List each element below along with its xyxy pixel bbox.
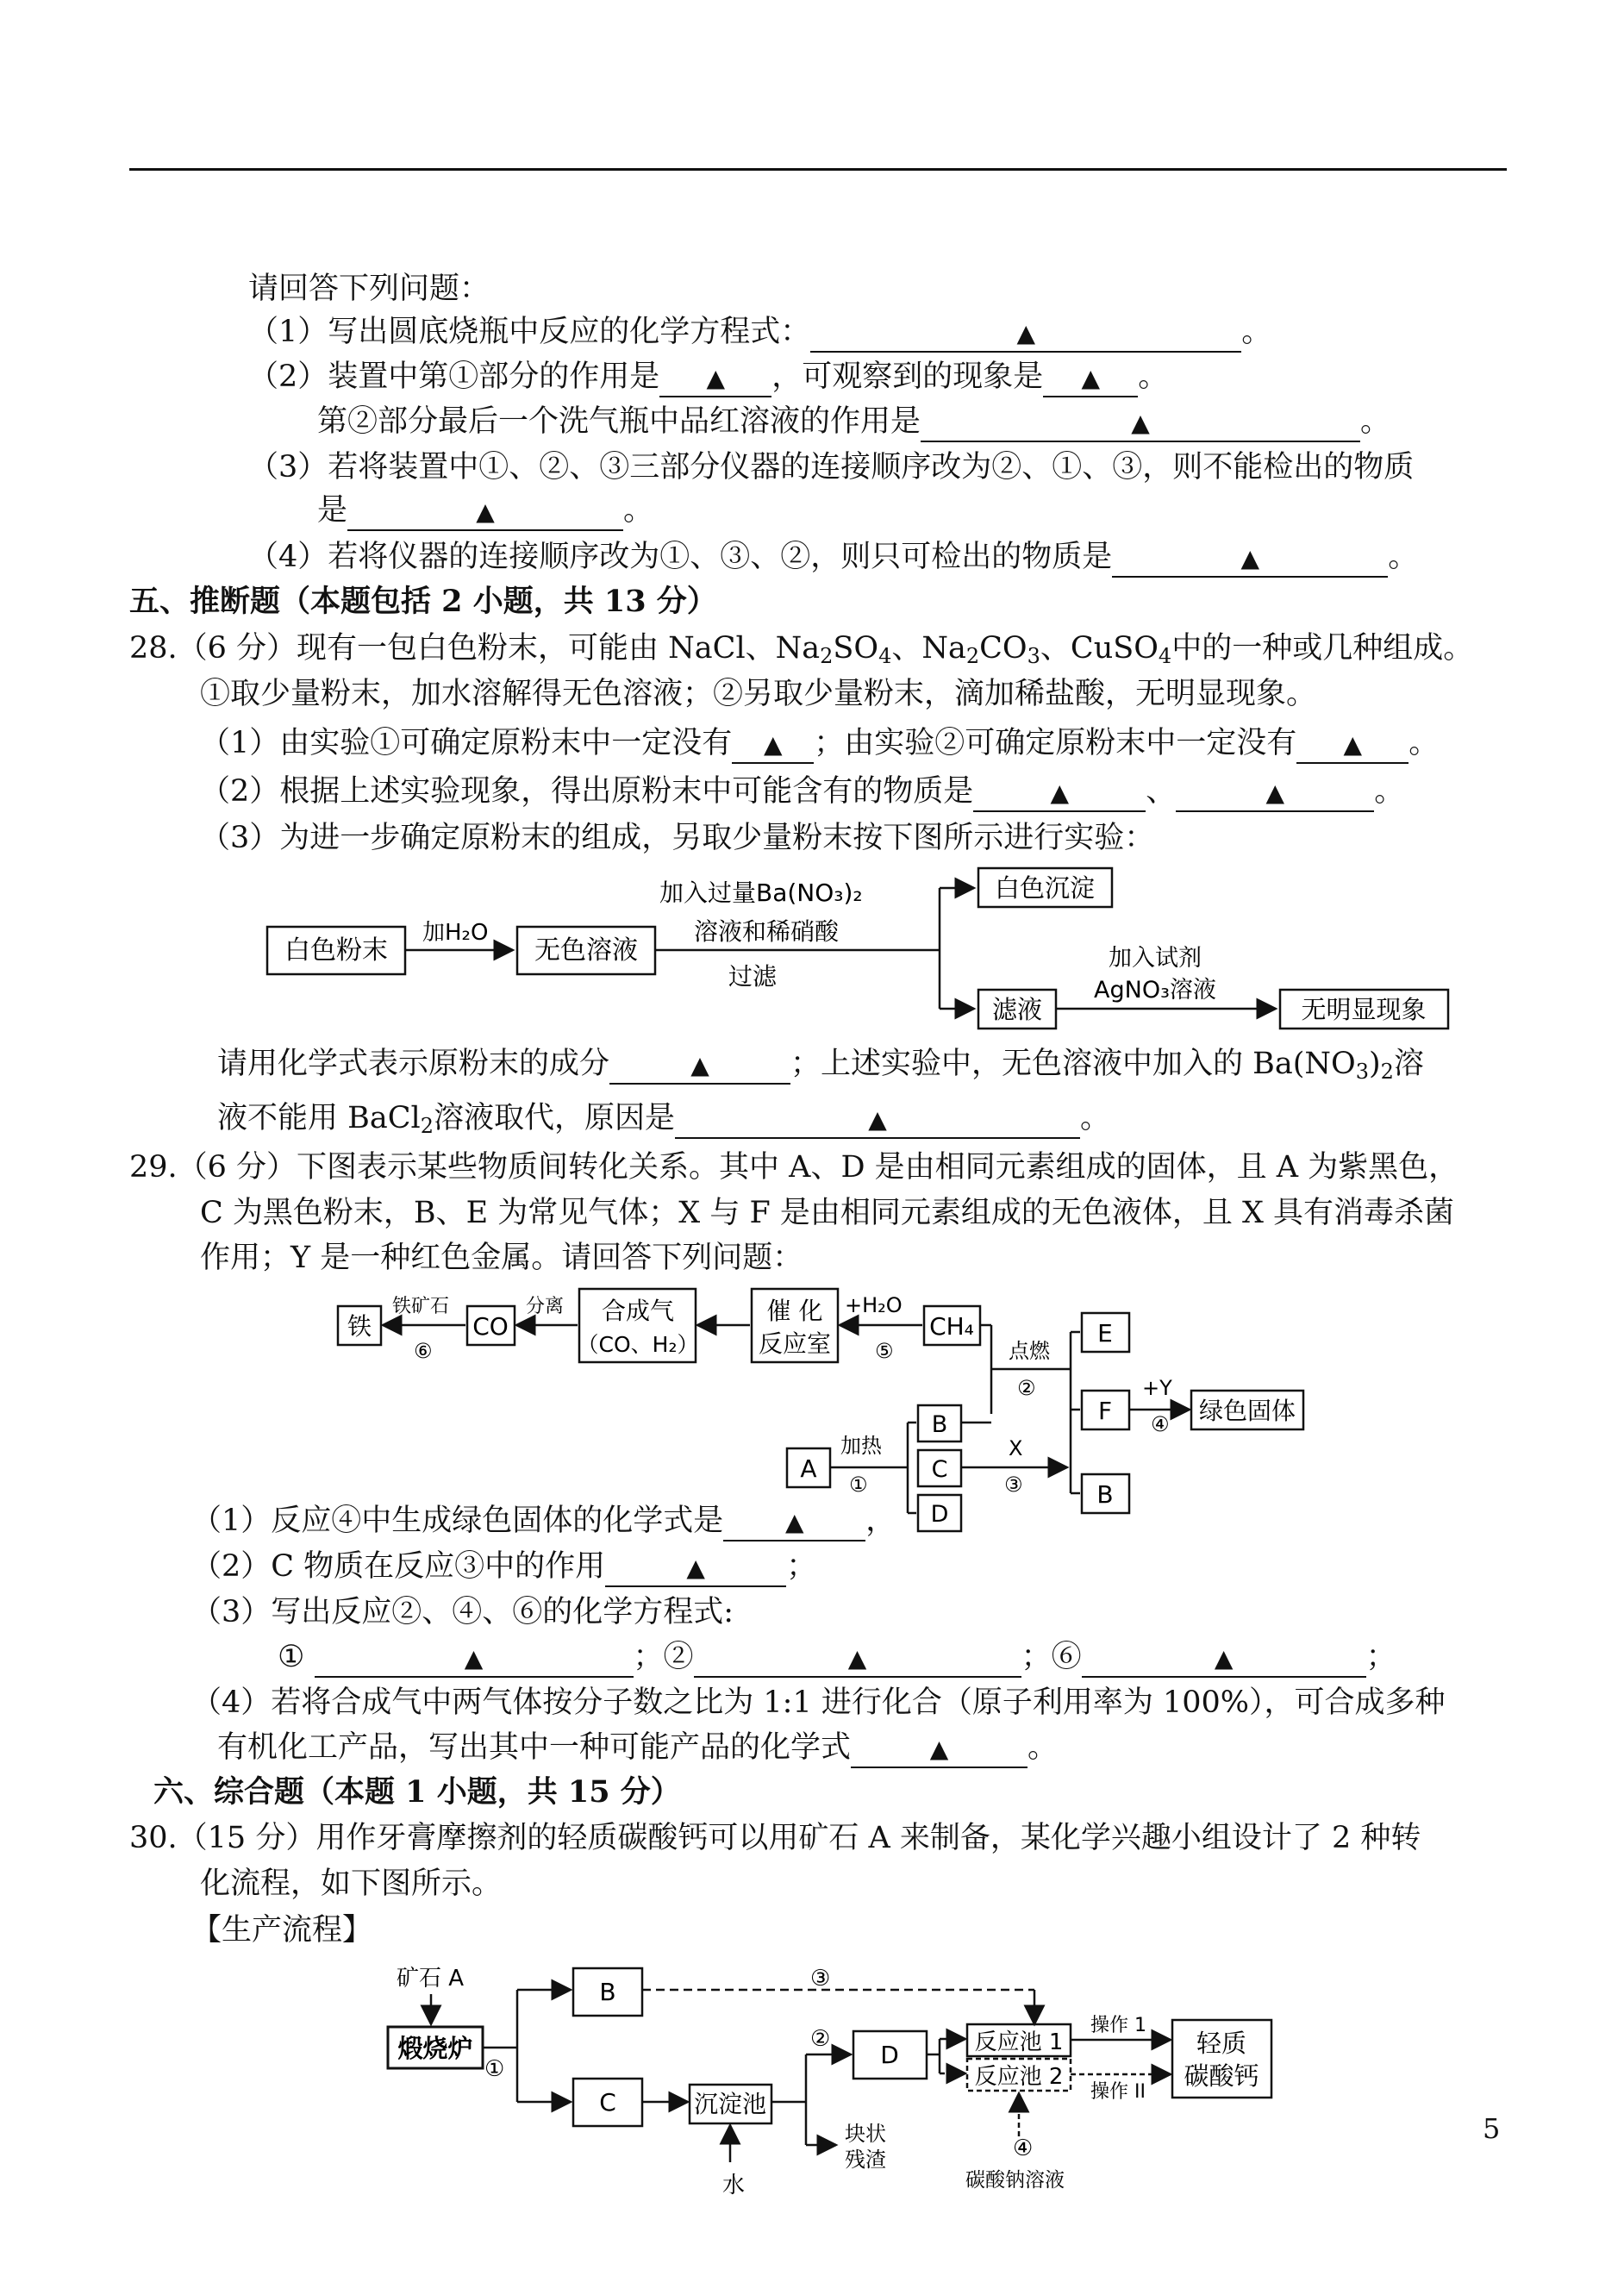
label-green-solid: 绿色固体 — [1198, 1397, 1296, 1425]
label-residue-2: 残渣 — [845, 2148, 886, 2172]
answer-blank[interactable]: ▲ — [694, 1640, 1021, 1678]
label-n5: ⑤ — [875, 1339, 894, 1363]
label-product-1: 轻质 — [1196, 2029, 1247, 2058]
section-heading: 五、推断题（本题包括 2 小题，共 13 分） — [129, 584, 717, 619]
answer-blank[interactable]: ▲ — [609, 1047, 790, 1085]
label-pool: 沉淀池 — [693, 2090, 767, 2118]
label-b: B — [931, 1411, 948, 1438]
q30-stem-1: 30.（15 分）用作牙膏摩擦剂的轻质碳酸钙可以用矿石 A 来制备，某化学兴趣小组设计了 2 种转 — [129, 1821, 1421, 1855]
label-cat-1: 催 化 — [766, 1297, 823, 1325]
label-ore: 矿石 A — [397, 1966, 465, 1992]
answer-blank[interactable]: ▲ — [1296, 726, 1409, 764]
q29-stem-3: 作用；Y 是一种红色金属。请回答下列问题： — [200, 1241, 803, 1275]
label-add-water: 加H₂O — [422, 920, 489, 946]
q28-answer-line-1: 请用化学式表示原粉末的成分 ▲ ；上述实验中，无色溶液中加入的 $Ba(NO_3)_2$溶 — [217, 1047, 1424, 1084]
q27-item-3: （3）若将装置中①、②、③三部分仪器的连接顺序改为②、①、③，则不能检出的物质 — [248, 450, 1415, 485]
label-reactor-2: 反应池 2 — [974, 2064, 1064, 2090]
label-heat: 加热 — [840, 1434, 882, 1458]
q27-item-1: （1）写出圆底烧瓶中反应的化学方程式： ▲ 。 — [248, 313, 1271, 353]
answer-blank[interactable]: ▲ — [973, 774, 1146, 812]
label-n6: ⑥ — [414, 1339, 433, 1363]
label-n2: ② — [1017, 1376, 1036, 1400]
label-solution: 无色溶液 — [534, 935, 638, 966]
label-powder: 白色粉末 — [284, 935, 388, 966]
answer-blank[interactable]: ▲ — [1112, 540, 1388, 578]
answer-blank[interactable]: ▲ — [315, 1640, 634, 1678]
q29-item-4: （4）若将合成气中两气体按分子数之比为 1:1 进行化合（原子利用率为 100%），可合成多种 — [191, 1685, 1446, 1720]
q29-item-1: （1）反应④中生成绿色固体的化学式是 ▲ ， — [191, 1502, 896, 1541]
label-na2co3: 碳酸钠溶液 — [965, 2169, 1065, 2192]
q28-flow-diagram — [259, 866, 1465, 1039]
label-furnace: 煅烧炉 — [397, 2034, 473, 2063]
q27-prompt: 请回答下列问题： — [248, 272, 490, 306]
answer-blank[interactable]: ▲ — [732, 726, 814, 764]
header-rule — [129, 168, 1507, 171]
label-iron: 铁 — [347, 1312, 372, 1341]
q29-item-3-answers: ① ▲ ；② ▲ ；⑥ ▲ ； — [278, 1638, 1396, 1678]
q30-production-flow — [379, 1955, 1310, 2205]
answer-blank[interactable]: ▲ — [921, 404, 1360, 442]
label-d: D — [880, 2041, 899, 2069]
answer-blank[interactable]: ▲ — [675, 1101, 1080, 1139]
label-syngas-2: （CO、H₂） — [577, 1332, 699, 1357]
q30-stem-2: 化流程，如下图所示。 — [200, 1867, 503, 1901]
label-x: X — [1009, 1436, 1023, 1460]
page-number: 5 — [1483, 2112, 1501, 2145]
label-ignite: 点燃 — [1009, 1339, 1050, 1363]
answer-blank[interactable]: ▲ — [659, 360, 771, 397]
q28-stem: 28.（6 分）现有一包白色粉末，可能由 NaCl、$Na_2SO_4$、$Na_2CO_3$、CuSO$_4$中的一种或几种组成。 — [129, 631, 1474, 668]
q28-item-1: （1）由实验①可确定原粉末中一定没有 ▲ ；由实验②可确定原粉末中一定没有 ▲ 。 — [200, 724, 1439, 764]
q27-item-2: （2）装置中第①部分的作用是 ▲ ，可观察到的现象是 ▲ 。 — [248, 358, 1168, 397]
label-separate: 分离 — [526, 1296, 565, 1317]
label-n4: ④ — [1013, 2136, 1034, 2161]
label-n3: ③ — [810, 1966, 831, 1992]
section-heading: 六、综合题（本题 1 小题，共 15 分） — [153, 1774, 681, 1810]
label-e: E — [1097, 1319, 1113, 1348]
label-syngas-1: 合成气 — [601, 1297, 675, 1325]
label-d: D — [930, 1501, 949, 1528]
label-n2: ② — [810, 2026, 831, 2052]
label-ch4: CH₄ — [929, 1312, 974, 1341]
q27-item-3b: 是 ▲ 。 — [317, 491, 653, 531]
label-b: B — [599, 1978, 616, 2006]
label-c: C — [599, 2088, 616, 2117]
label-reagent-1: 加入过量Ba(NO₃)₂ — [659, 879, 863, 907]
label-reagent-3: 加入试剂 — [1109, 945, 1202, 972]
q28-item-2: （2）根据上述实验现象，得出原粉末中可能含有的物质是 ▲ 、 ▲ 。 — [200, 772, 1404, 812]
label-residue-1: 块状 — [845, 2122, 886, 2146]
answer-blank[interactable]: ▲ — [1176, 774, 1374, 812]
label-c: C — [931, 1456, 948, 1483]
label-n3: ③ — [1004, 1473, 1023, 1497]
q30-flow-title: 【生产流程】 — [191, 1913, 373, 1948]
label-white-ppt: 白色沉淀 — [994, 873, 1096, 903]
label-op-1: 操作 1 — [1090, 2015, 1146, 2036]
q29-item-2: （2）C 物质在反应③中的作用 ▲ ； — [191, 1548, 816, 1587]
q29-stem-2: C 为黑色粉末，B、E 为常见气体；X 与 F 是由相同元素组成的无色液体，且 X 具有消毒杀菌 — [200, 1196, 1455, 1230]
label-f: F — [1097, 1397, 1113, 1425]
answer-blank[interactable]: ▲ — [1043, 360, 1138, 397]
label-filter: 过滤 — [728, 962, 778, 991]
q29-item-3: （3）写出反应②、④、⑥的化学方程式: — [191, 1595, 734, 1629]
label-n1: ① — [849, 1473, 868, 1497]
q28-experiment: ①取少量粉末，加水溶解得无色溶液；②另取少量粉末，滴加稀盐酸，无明显现象。 — [200, 677, 1317, 711]
q28-item-3: （3）为进一步确定原粉末的组成，另取少量粉末按下图所示进行实验： — [200, 821, 1155, 855]
label-n4: ④ — [1151, 1412, 1170, 1436]
label-iron-ore: 铁矿石 — [392, 1296, 450, 1317]
label-n1: ① — [484, 2056, 505, 2082]
answer-blank[interactable]: ▲ — [605, 1549, 786, 1587]
q27-item-4: （4）若将仪器的连接顺序改为①、③、②，则只可检出的物质是 ▲ 。 — [248, 538, 1418, 578]
answer-blank[interactable]: ▲ — [347, 493, 623, 531]
answer-blank[interactable]: ▲ — [810, 315, 1241, 353]
label-filtrate: 滤液 — [991, 995, 1043, 1024]
label-b-2: B — [1096, 1480, 1114, 1509]
label-reagent-4: AgNO₃溶液 — [1094, 977, 1216, 1004]
label-water: +H₂O — [845, 1293, 903, 1317]
label-op-2: 操作 II — [1090, 2081, 1146, 2103]
answer-blank[interactable]: ▲ — [851, 1730, 1027, 1768]
label-co: CO — [472, 1312, 509, 1341]
label-reagent-2: 溶液和稀硝酸 — [694, 917, 840, 946]
label-reactor-1: 反应池 1 — [974, 2029, 1064, 2055]
q27-item-2b: 第②部分最后一个洗气瓶中品红溶液的作用是 ▲ 。 — [317, 403, 1390, 442]
label-no-change: 无明显现象 — [1301, 995, 1427, 1024]
q29-item-4b: 有机化工产品，写出其中一种可能产品的化学式 ▲ 。 — [217, 1729, 1058, 1768]
label-plus-y: +Y — [1142, 1376, 1172, 1400]
q28-answer-line-2: 液不能用 BaCl$_2$溶液取代，原因是 ▲ 。 — [217, 1101, 1110, 1138]
label-water: 水 — [722, 2173, 746, 2198]
label-cat-2: 反应室 — [758, 1329, 832, 1358]
answer-blank[interactable]: ▲ — [1082, 1640, 1366, 1678]
q29-stem-1: 29.（6 分）下图表示某些物质间转化关系。其中 A、D 是由相同元素组成的固体，且 A 为紫黑色， — [129, 1150, 1459, 1185]
label-a: A — [800, 1454, 817, 1483]
label-product-2: 碳酸钙 — [1184, 2061, 1259, 2091]
answer-blank[interactable]: ▲ — [723, 1504, 865, 1541]
